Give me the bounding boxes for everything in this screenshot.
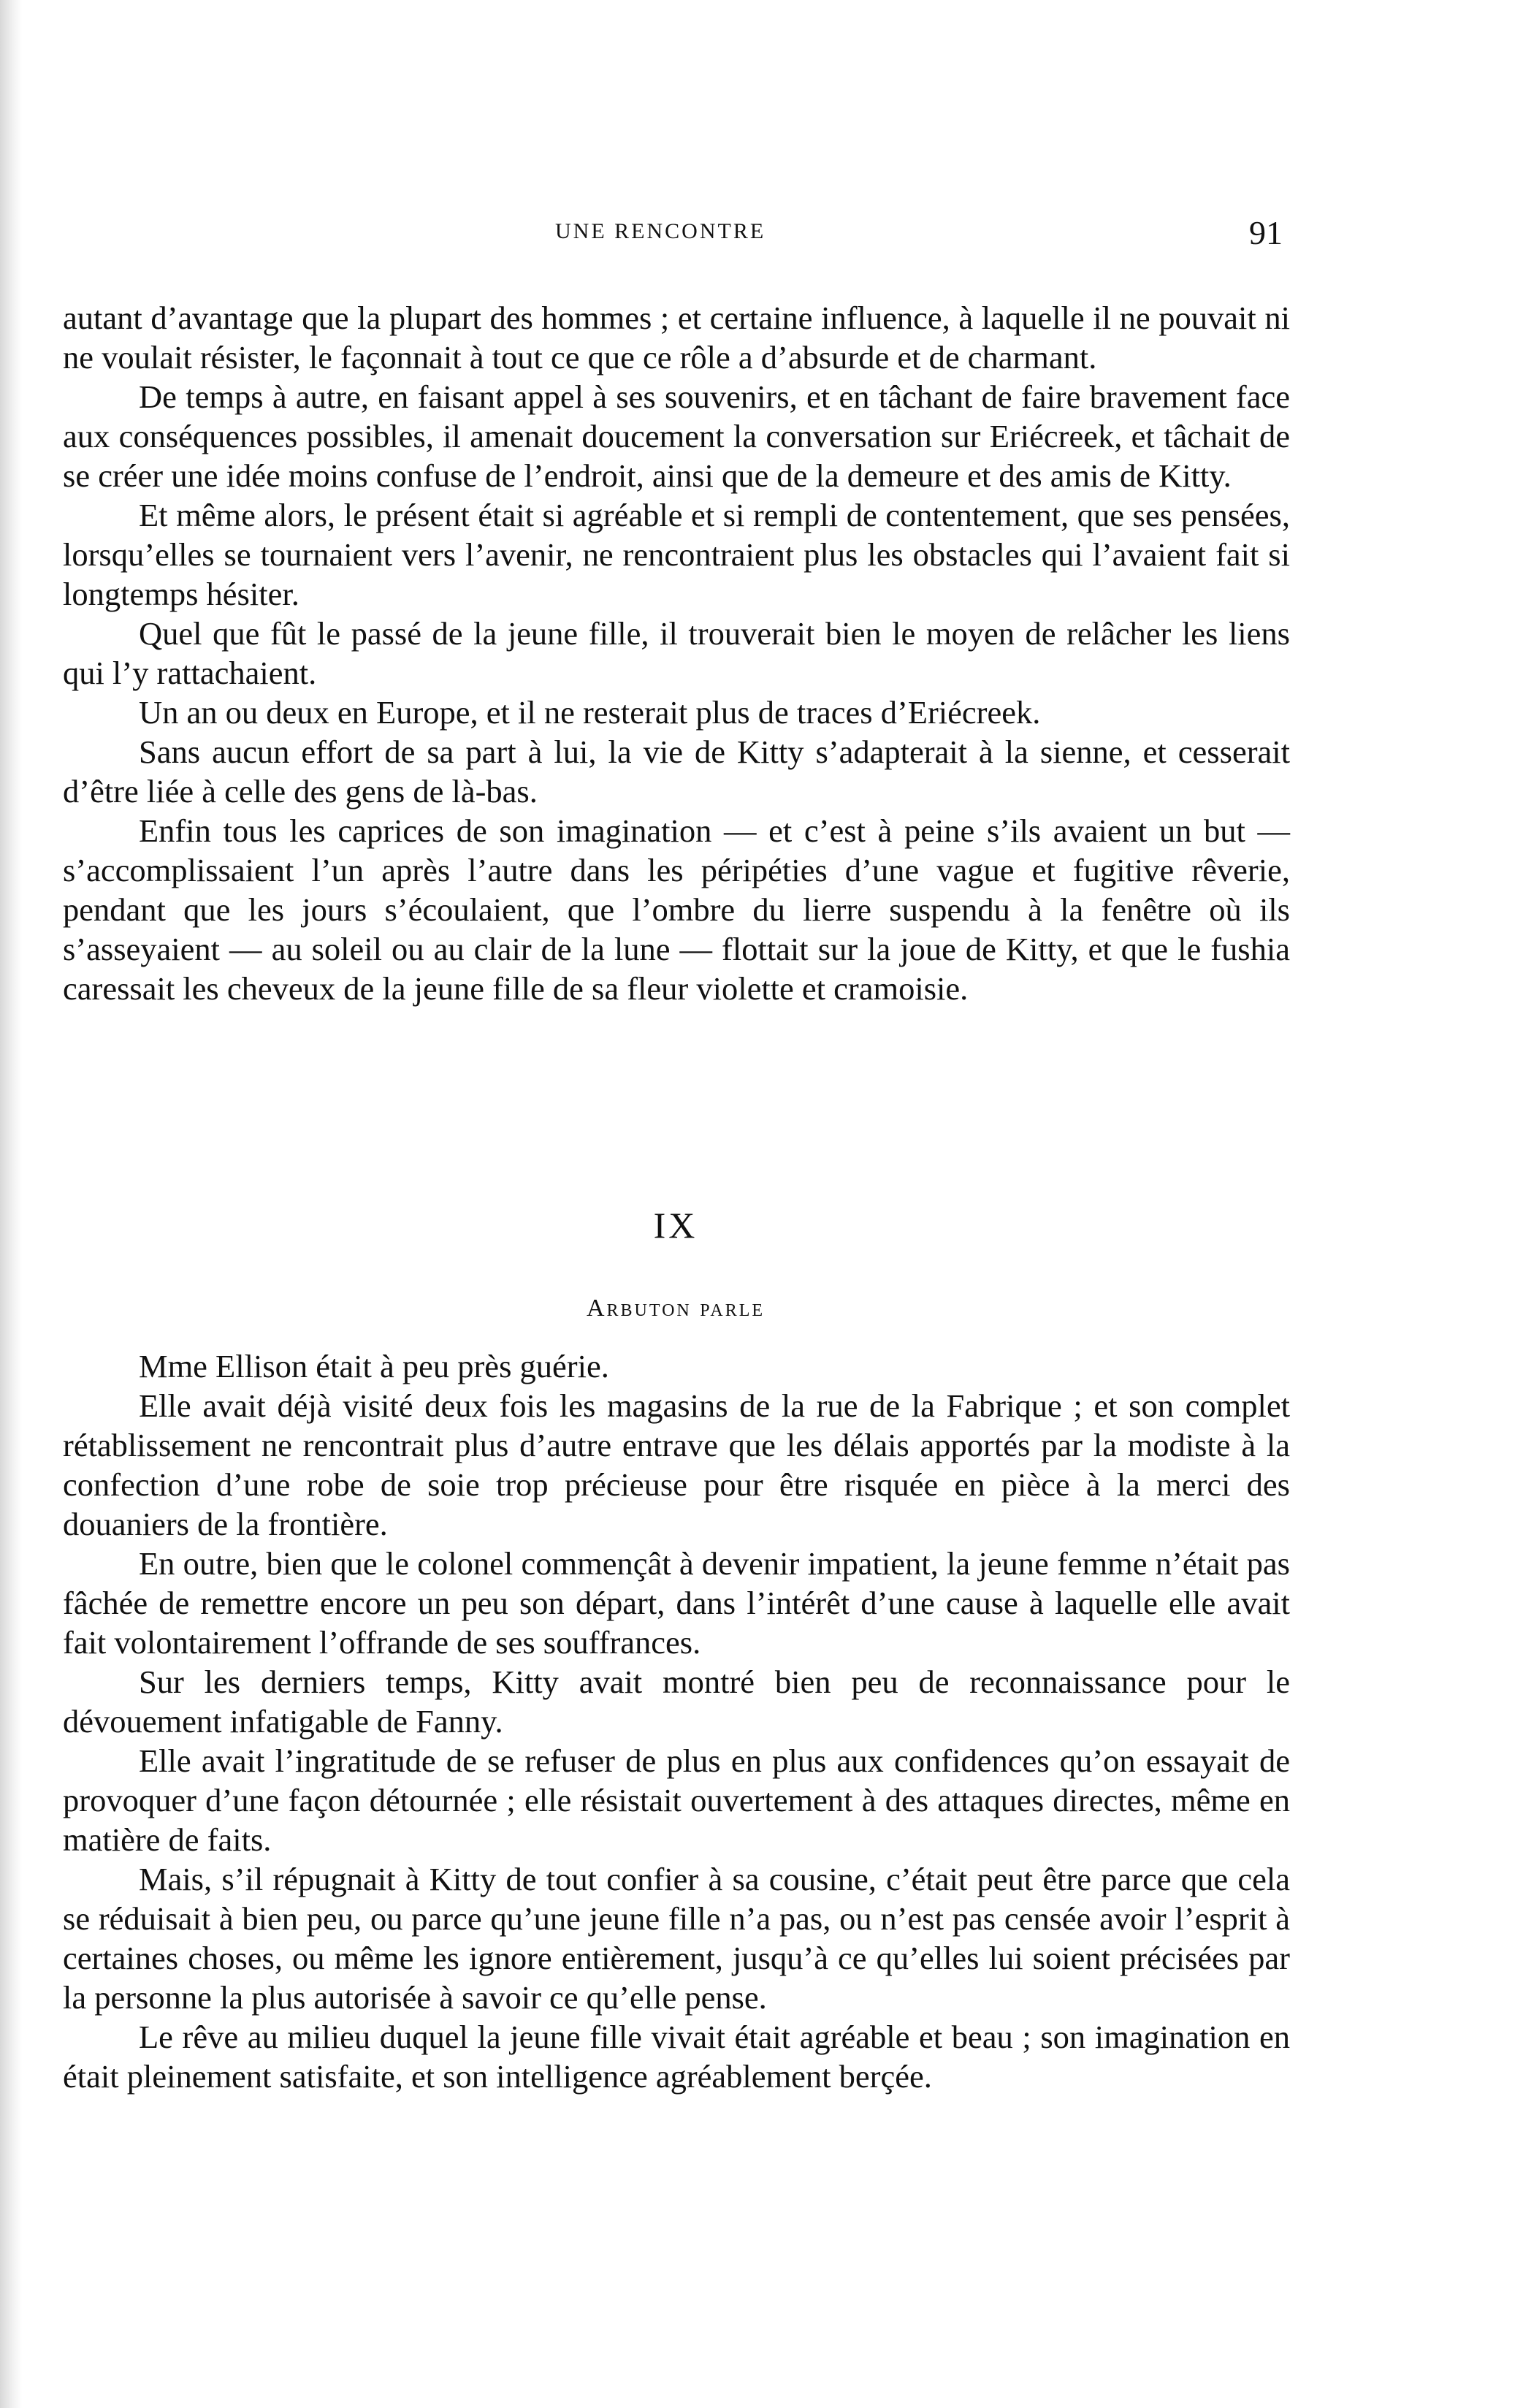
- paragraph: Elle avait l’ingratitude de se refuser de plus en plus aux confidences qu’on essayait de provoquer d’une façon détournée ; elle résistait ouvertement à des attaques directes, même en matière de faits.: [63, 1742, 1290, 1858]
- chapter-title: Arbuton parle: [586, 1295, 766, 1322]
- paragraph: autant d’avantage que la plupart des hommes ; et certaine influence, à laquelle il ne pouvait ni ne voulait résister, le façonnait à tout ce que ce rôle a d’absurde et de charmant.: [63, 300, 1290, 376]
- paragraph: Un an ou deux en Europe, et il ne resterait plus de traces d’Eriécreek.: [139, 694, 1041, 731]
- paragraph: Enfin tous les caprices de son imagination — et c’est à peine s’ils avaient un but — s’accomplissaient l’un après l’autre dans les péripéties d’une vague et fugitive rêverie, pendant que les jours s’écoulaient, que l’ombre du lierre suspendu à la fenêtre où ils s’asseyaient — au soleil ou au clair de la lune — flottait sur la joue de Kitty, et que le fushia caressait les cheveux de la jeune fille de sa fleur violette et cramoisie.: [63, 812, 1290, 1007]
- paragraph: Le rêve au milieu duquel la jeune fille vivait était agréable et beau ; son imagination en était pleinement satisfaite, et son intelligence agréablement berçée.: [63, 2019, 1290, 2095]
- paragraph: Elle avait déjà visité deux fois les magasins de la rue de la Fabrique ; et son complet rétablissement ne rencontrait plus d’autre entrave que les délais apportés par la modiste à la confection d’une robe de soie trop précieuse pour être risquée en pièce à la merci des douaniers de la frontière.: [63, 1387, 1290, 1542]
- chapter-number: IX: [653, 1205, 698, 1246]
- paragraph: Sur les derniers temps, Kitty avait montré bien peu de reconnaissance pour le dévouement infatigable de Fanny.: [63, 1664, 1290, 1740]
- paragraph: Quel que fût le passé de la jeune fille, il trouverait bien le moyen de relâcher les liens qui l’y rattachaient.: [63, 615, 1290, 691]
- paragraph: De temps à autre, en faisant appel à ses souvenirs, et en tâchant de faire bravement face aux conséquences possibles, il amenait doucement la conversation sur Eriécreek, et tâchait de se créer une idée moins confuse de l’endroit, ainsi que de la demeure et des amis de Kitty.: [63, 378, 1290, 494]
- paragraph: En outre, bien que le colonel commençât à devenir impatient, la jeune femme n’était pas fâchée de remettre encore un peu son départ, dans l’intérêt d’une cause à laquelle elle avait fait volontairement l’offrande de ses souffrances.: [63, 1545, 1290, 1661]
- text-block-chapter: [63, 1346, 1290, 2096]
- running-head: UNE RENCONTRE: [555, 219, 766, 243]
- paragraph: Et même alors, le présent était si agréable et si rempli de contentement, que ses pensées, lorsqu’elles se tournaient vers l’avenir, ne rencontraient plus les obstacles qui l’avaient fait si longtemps hésiter.: [63, 497, 1290, 612]
- paragraph: Sans aucun effort de sa part à lui, la vie de Kitty s’adapterait à la sienne, et cesserait d’être liée à celle des gens de là-bas.: [63, 734, 1290, 809]
- text-block-continuation: [63, 298, 1290, 1008]
- page-number: 91: [1249, 214, 1283, 251]
- paragraph: Mais, s’il répugnait à Kitty de tout confier à sa cousine, c’était peut être parce que cela se réduisait à bien peu, ou parce qu’une jeune fille n’a pas, ou n’est pas censée avoir l’esprit à certaines choses, ou même les ignore entièrement, jusqu’à ce qu’elles lui soient précisées par la personne la plus autorisée à savoir ce qu’elle pense.: [63, 1861, 1290, 2016]
- paragraph: Mme Ellison était à peu près guérie.: [139, 1348, 609, 1384]
